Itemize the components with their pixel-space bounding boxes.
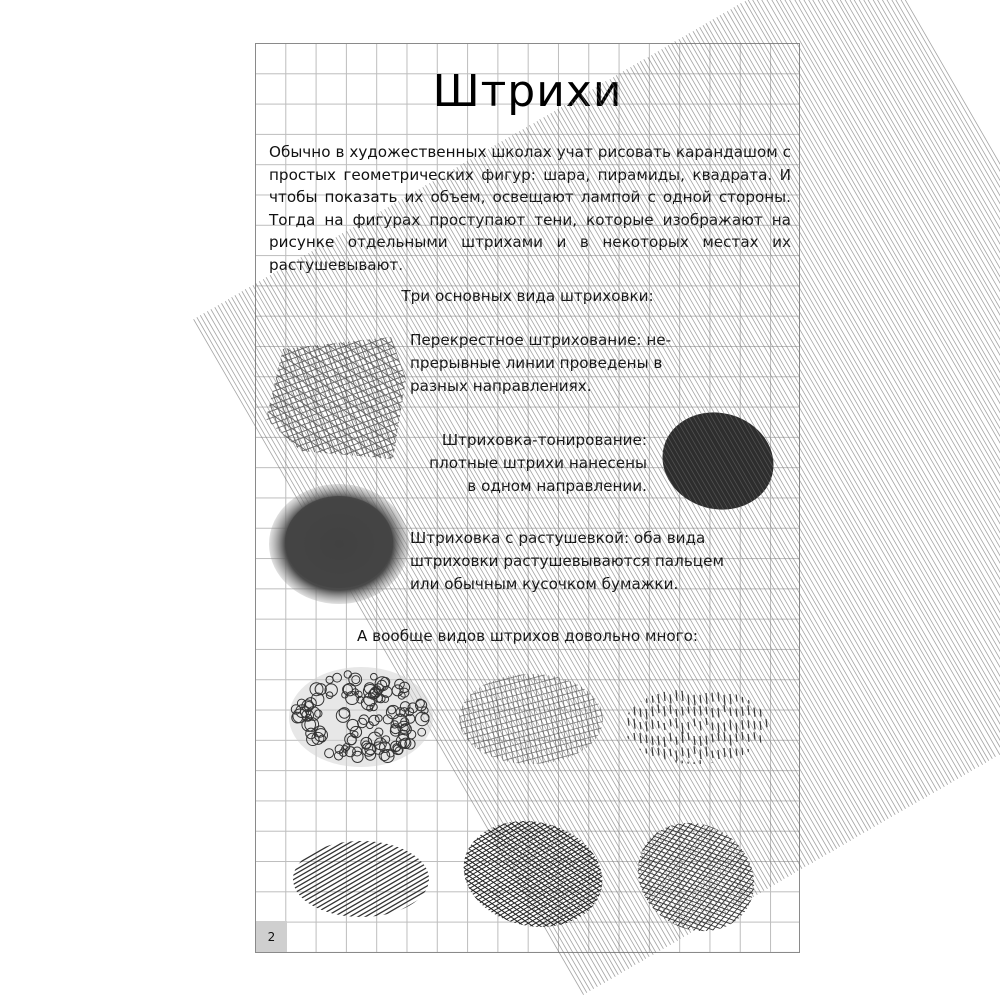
caption-line: Штриховка с растушевкой: оба вида [410, 529, 706, 547]
caption-line: разных направлениях. [410, 377, 592, 395]
hatch-types-heading: Три основных вида штриховки: [401, 287, 654, 305]
blended-hatching-swatch [261, 476, 411, 616]
cross-hatching-caption [410, 329, 671, 398]
curved-hatch-swatch [631, 819, 761, 934]
page-number: 2 [256, 921, 287, 952]
caption-line: плотные штрихи нанесены [429, 454, 647, 472]
caption-line: прерывные линии проведены в [410, 354, 663, 372]
caption-line: или обычным кусочком бумажки. [410, 575, 679, 593]
more-strokes-heading: А вообще видов штрихов довольно много: [356, 627, 699, 645]
page-title: Штрихи [432, 66, 623, 117]
blended-hatching-caption [410, 527, 724, 596]
diagonal-stroke-swatch [291, 834, 431, 924]
intro-paragraph: Обычно в художественных учат рисовать карандашом с простых геометрических фигур: шара, пирамиды, квадрата. И чтобы показать объем, освещают лампой с одной стороны. Тогда на фигурах тени, которые изображают на рисунке отдельными штрихами и в некоторых местах растушевывают. [269, 143, 791, 274]
vertical-dash-swatch [624, 684, 769, 769]
scribble-stroke-swatch [286, 659, 436, 779]
tonal-hatching-swatch [658, 399, 788, 529]
dense-crosshatch-swatch [461, 814, 606, 934]
light-crosshatch-swatch [456, 669, 606, 769]
caption-line: штриховки растушевываются пальцем [410, 552, 724, 570]
caption-line: Перекрестное штрихование: не- [410, 331, 672, 349]
workbook-page [255, 43, 800, 953]
